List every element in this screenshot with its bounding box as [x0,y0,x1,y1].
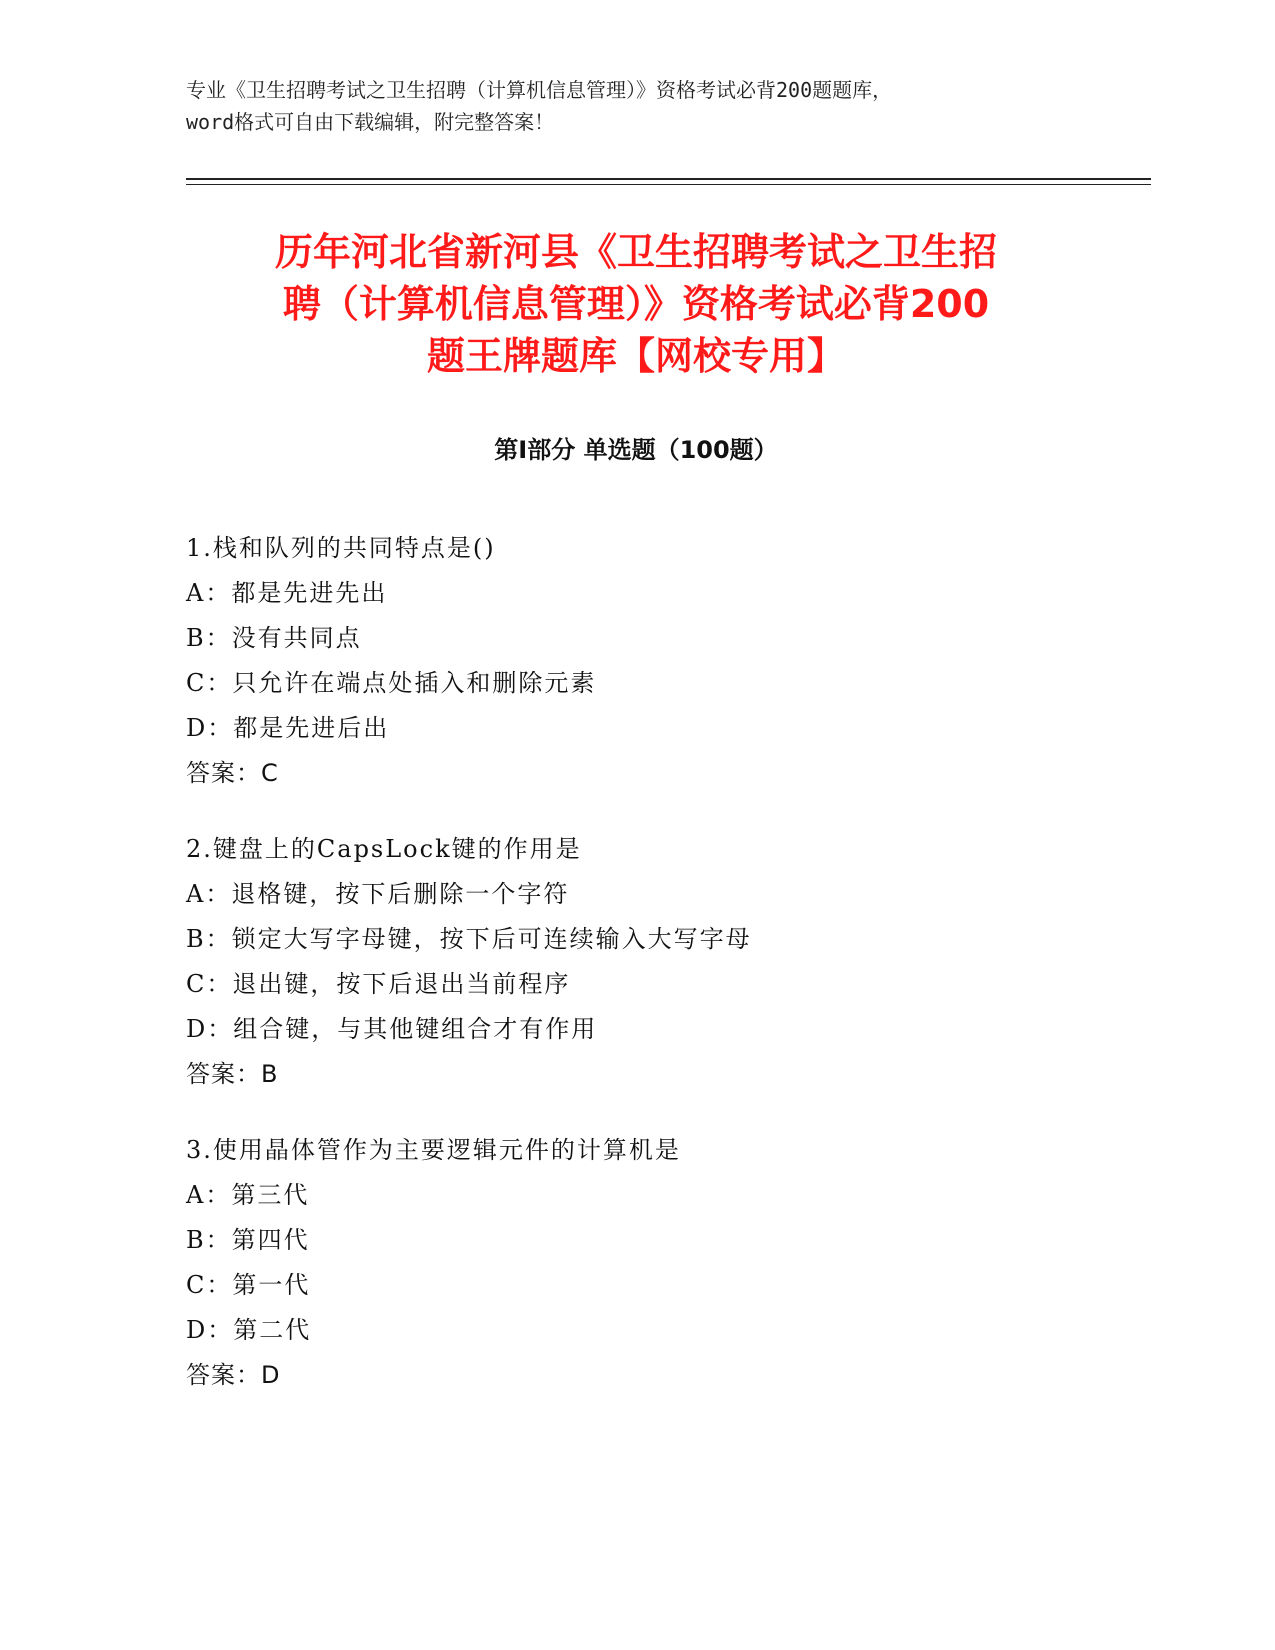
title-line-2: 聘（计算机信息管理）》资格考试必背200 [282,282,990,326]
option-a: A：第三代 [186,1181,310,1209]
header-note [186,74,1086,138]
answer: 答案：B [186,1060,279,1088]
document-title [186,226,1086,382]
option-b: B：没有共同点 [186,624,362,652]
question-list [186,526,1086,1429]
answer: 答案：D [186,1361,281,1389]
header-note-line-1: 专业《卫生招聘考试之卫生招聘（计算机信息管理）》资格考试必背200题题库， [186,78,893,102]
option-d: D：组合键，与其他键组合才有作用 [186,1015,598,1043]
answer: 答案：C [186,759,279,787]
title-line-3: 题王牌题库【网校专用】 [426,334,845,378]
option-c: C：只允许在端点处插入和删除元素 [186,669,597,697]
title-line-1: 历年河北省新河县《卫生招聘考试之卫生招 [274,230,997,274]
option-c: C：退出键，按下后退出当前程序 [186,970,571,998]
question-1 [186,526,1086,796]
option-b: B：锁定大写字母键，按下后可连续输入大写字母 [186,925,752,953]
question-stem: 2.键盘上的CapsLock键的作用是 [186,835,582,863]
question-3 [186,1128,1086,1398]
option-d: D：都是先进后出 [186,714,390,742]
option-a: A：退格键，按下后删除一个字符 [186,880,570,908]
header-divider-thick [186,178,1151,180]
header-note-line-2: word格式可自由下载编辑，附完整答案！ [186,110,555,134]
question-2 [186,827,1086,1097]
option-a: A：都是先进先出 [186,579,388,607]
option-c: C：第一代 [186,1271,311,1299]
header-divider-thin [186,184,1151,185]
section-heading: 第Ⅰ部分 单选题（100题） [494,436,778,464]
question-stem: 1.栈和队列的共同特点是() [186,534,496,562]
option-d: D：第二代 [186,1316,312,1344]
question-stem: 3.使用晶体管作为主要逻辑元件的计算机是 [186,1136,681,1164]
option-b: B：第四代 [186,1226,310,1254]
